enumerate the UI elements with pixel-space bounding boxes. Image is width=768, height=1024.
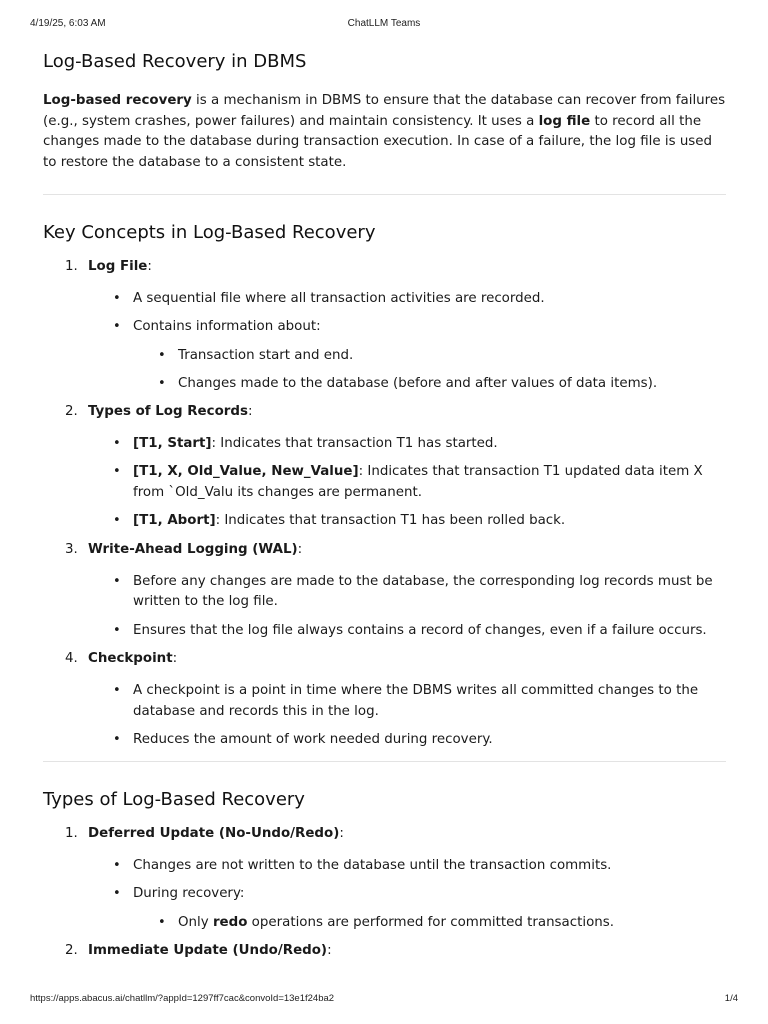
bullet-item: • Reduces the amount of work needed during recovery. (133, 730, 726, 751)
bullet-item (133, 511, 726, 532)
sub-bullet-item: • Changes made to the database (before and after values of data items). (178, 374, 726, 394)
print-date: 4/19/25, 6:03 AM (30, 18, 106, 29)
sub-bullet-item: • Transaction start and end. (178, 346, 726, 366)
bullet-item-during-recovery (133, 884, 726, 933)
item-title-suffix: : (147, 258, 152, 274)
bullet-item (133, 434, 726, 455)
intro-paragraph (43, 91, 726, 174)
sub-bullet-item (178, 913, 726, 933)
log-record-code: [T1, Abort] (133, 513, 216, 529)
item-title: Write-Ahead Logging (WAL) (88, 541, 298, 557)
print-url: https://apps.abacus.ai/chatllm/?appId=1297ff7cac&convoId=13e1f24ba2 (30, 993, 335, 1004)
bullet-text: : Indicates that transaction T1 updated data item X from `Old_Valu its changes are permanent. (133, 464, 703, 500)
list-number: 4. (65, 651, 78, 667)
print-window-title: ChatLLM Teams (347, 18, 421, 29)
item-title: Deferred Update (No-Undo/Redo) (88, 825, 340, 841)
bullet-item: • A checkpoint is a point in time where the DBMS writes all committed changes to the database and records this in the log. (133, 681, 726, 722)
list-item-log-file (43, 257, 726, 394)
log-record-code: [T1, Start] (133, 435, 212, 451)
log-record-code: [T1, X, Old_Value, New_Value] (133, 464, 359, 480)
bullet-text: Contains information about: (133, 319, 321, 335)
bullet-item (133, 462, 726, 503)
item-title: Types of Log Records (88, 403, 248, 419)
item-title-suffix: : (339, 825, 344, 841)
item-title-suffix: : (297, 541, 303, 557)
bullet-text: : Indicates that transaction T1 has been rolled back. (215, 513, 566, 529)
list-item-checkpoint (43, 649, 726, 751)
intro-text-2: to record all the changes made to the database during transaction execution. In case of a failure, the log file is used to restore the database to a consistent state. (43, 113, 713, 171)
bullet-item: • Changes are not written to the database until the transaction commits. (133, 856, 726, 877)
redo-keyword: redo (212, 914, 248, 930)
section-heading-key-concepts: Key Concepts in Log-Based Recovery (43, 221, 376, 243)
print-header (0, 18, 768, 32)
section-heading-types-of-recovery: Types of Log-Based Recovery (43, 788, 305, 810)
item-title: Immediate Update (Undo/Redo) (88, 942, 328, 958)
intro-bold-log-based-recovery: Log-based recovery (43, 93, 192, 108)
divider (43, 194, 726, 195)
divider (43, 761, 726, 762)
bullet-list (88, 289, 726, 394)
list-item-deferred-update (43, 824, 726, 933)
bullet-text: During recovery: (133, 886, 245, 902)
page-number: 1/4 (724, 993, 738, 1004)
document-content (43, 50, 726, 973)
list-number: 1. (65, 825, 78, 841)
bullet-list (88, 681, 726, 751)
item-title: Checkpoint (88, 651, 173, 667)
item-title: Log File (88, 258, 148, 274)
recovery-types-list (43, 824, 726, 961)
bullet-list (88, 434, 726, 532)
bullet-item-contains (133, 317, 726, 394)
page-title: Log-Based Recovery in DBMS (43, 51, 307, 72)
item-title-suffix: : (247, 403, 253, 419)
list-number: 2. (65, 942, 78, 958)
intro-text-1: is a mechanism in DBMS to ensure that the database can recover from failures (e.g., system crashes, power failures) and maintain consistency. It uses a (43, 93, 726, 129)
list-item-immediate-update (43, 941, 726, 961)
key-concepts-list (43, 257, 726, 751)
item-title-suffix: : (327, 942, 332, 958)
list-item-types-of-log-records (43, 402, 726, 532)
bullet-item: • A sequential file where all transaction activities are recorded. (133, 289, 726, 310)
list-item-wal (43, 540, 726, 642)
sub-bullet-list (133, 913, 726, 933)
bullet-item: • Ensures that the log file always contains a record of changes, even if a failure occurs. (133, 621, 726, 642)
list-number: 1. (65, 258, 78, 274)
sub-bullet-list (133, 346, 726, 394)
bullet-list (88, 572, 726, 642)
sub-bullet-text: operations are performed for committed transactions. (247, 914, 614, 930)
list-number: 3. (65, 541, 78, 557)
item-title-suffix: : (172, 651, 178, 667)
sub-bullet-text: Only (178, 914, 213, 930)
intro-bold-log-file: log file (538, 113, 591, 129)
bullet-list (88, 856, 726, 933)
list-number: 2. (65, 403, 78, 419)
bullet-item: • Before any changes are made to the database, the corresponding log records must be written to the log file. (133, 572, 726, 613)
bullet-text: : Indicates that transaction T1 has started. (211, 435, 498, 451)
